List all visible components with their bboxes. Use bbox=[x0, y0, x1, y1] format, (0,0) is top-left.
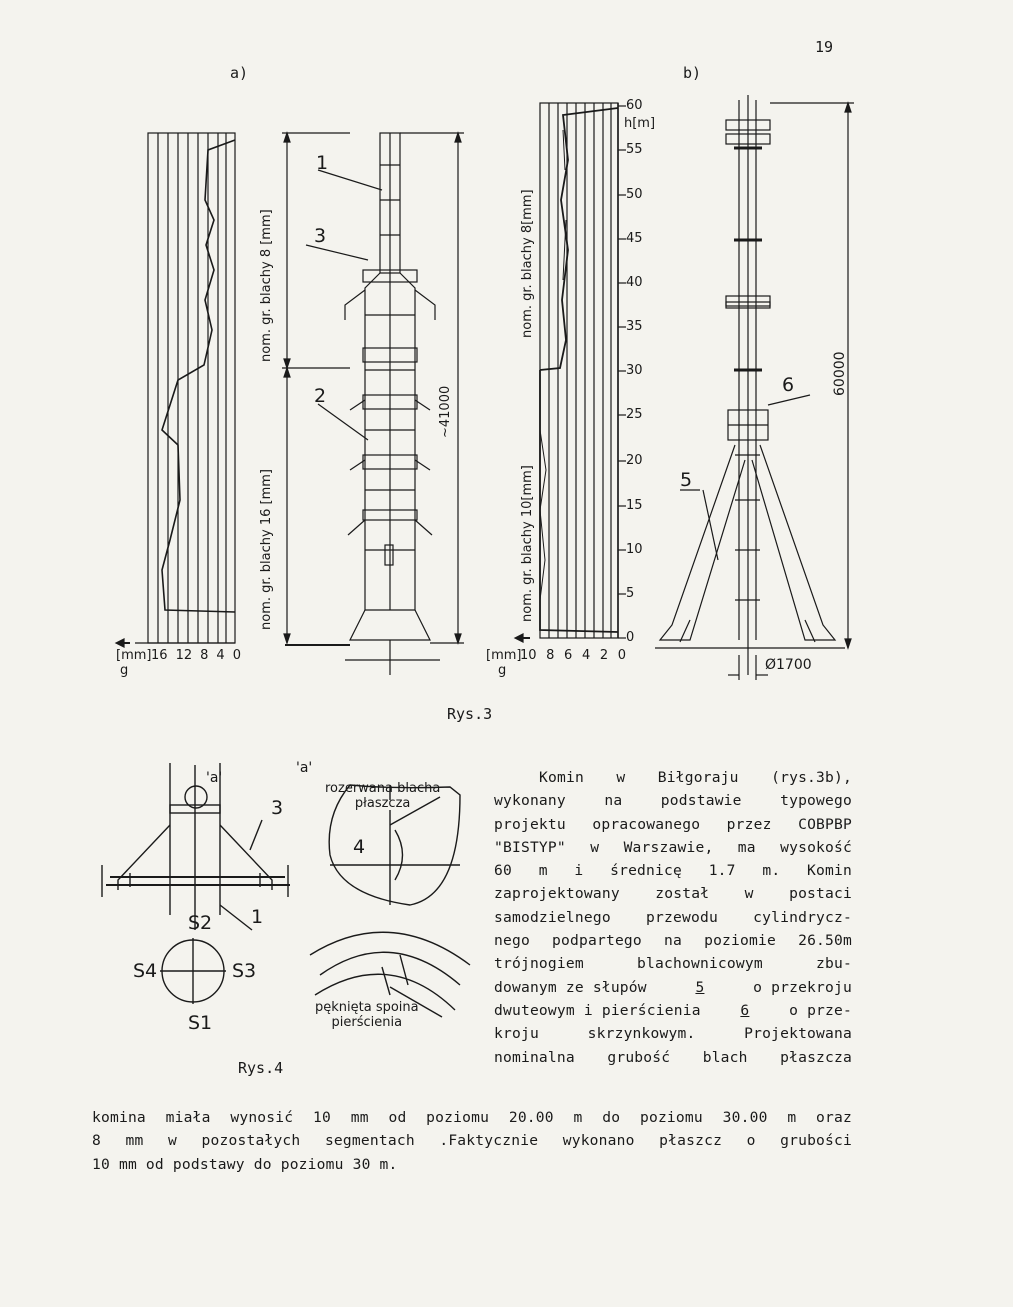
text-line: 8 mm w pozostałych segmentach .Faktycznie wykonano płaszcz o grubości bbox=[92, 1132, 852, 1150]
text-line: wykonany na podstawie typowego bbox=[494, 792, 852, 810]
callout-2: 2 bbox=[314, 385, 327, 407]
figure-3-caption: Rys.3 bbox=[447, 705, 493, 723]
right-tick: 4 bbox=[581, 648, 591, 663]
text-segment: o przekroju bbox=[753, 978, 852, 996]
text-line: zaprojektowany został w postaci bbox=[494, 885, 852, 903]
label-right-upper-thickness: nom. gr. blachy 8[mm] bbox=[520, 189, 535, 338]
text-line: komina miała wynosić 10 mm od poziomu 20.00 m do poziomu 30.00 m oraz bbox=[92, 1109, 852, 1126]
chimney-b bbox=[655, 95, 845, 675]
body-text-column bbox=[494, 766, 852, 1069]
ring-reference: 6 bbox=[740, 1001, 750, 1019]
left-scale-ticks bbox=[151, 648, 241, 663]
body-text-full bbox=[92, 1106, 852, 1176]
callout-6: 6 bbox=[782, 374, 795, 396]
column-reference: 5 bbox=[695, 978, 705, 996]
panel-b-label: b) bbox=[683, 64, 702, 82]
height-tick: 35 bbox=[626, 319, 643, 334]
height-tick: 0 bbox=[626, 630, 635, 645]
text-segment: dowanym ze słupów bbox=[494, 978, 647, 996]
left-tick: 8 bbox=[200, 648, 209, 663]
right-scale-symbol: g bbox=[498, 663, 507, 678]
text-line bbox=[494, 999, 852, 1022]
text-line: projektu opracowanego przez COBPBP bbox=[494, 815, 852, 833]
height-tick: 60 bbox=[626, 98, 643, 113]
section-s2: S2 bbox=[188, 912, 213, 934]
left-tick: 4 bbox=[216, 648, 225, 663]
right-scale-ticks bbox=[520, 648, 626, 663]
right-tick: 10 bbox=[520, 648, 537, 663]
text-line: "BISTYP" w Warszawie, ma wysokość bbox=[494, 838, 852, 856]
callout-5: 5 bbox=[680, 469, 693, 491]
right-tick: 8 bbox=[546, 648, 555, 663]
section-s4: S4 bbox=[133, 960, 158, 982]
text-line: samodzielnego przewodu cylindrycz- bbox=[494, 908, 852, 926]
text-line: nominalna grubość blach płaszcza bbox=[494, 1048, 852, 1066]
height-tick: 5 bbox=[626, 586, 635, 601]
height-tick: 10 bbox=[626, 542, 643, 557]
right-tick: 0 bbox=[617, 648, 626, 663]
page-number: 19 bbox=[815, 38, 834, 56]
left-scale-unit: [mm] bbox=[116, 648, 152, 663]
height-a-dimension: ~41000 bbox=[438, 385, 453, 438]
height-tick: 50 bbox=[626, 187, 643, 202]
text-line: 10 mm od podstawy do poziomu 30 m. bbox=[92, 1155, 398, 1173]
torn-sheet-label: rozerwana blacha płaszcza bbox=[325, 781, 441, 811]
text-line: kroju skrzynkowym. Projektowana bbox=[494, 1025, 852, 1043]
right-tick: 6 bbox=[564, 648, 573, 663]
height-axis-unit: h[m] bbox=[624, 116, 656, 131]
section-s3: S3 bbox=[232, 960, 257, 982]
left-tick: 12 bbox=[175, 648, 193, 663]
fig4-callout-1: 1 bbox=[251, 906, 264, 928]
label-right-lower-thickness: nom. gr. blachy 10[mm] bbox=[520, 465, 535, 622]
left-tick: 0 bbox=[232, 648, 241, 663]
height-tick: 45 bbox=[626, 231, 643, 246]
detail-label-a-2: 'a' bbox=[296, 760, 313, 776]
height-tick: 40 bbox=[626, 275, 643, 290]
callout-3: 3 bbox=[314, 225, 327, 247]
cracked-weld-label: pęknięta spoina pierścienia bbox=[315, 1000, 419, 1030]
detail-label-a: 'a' bbox=[206, 770, 223, 786]
label-upper-thickness: nom. gr. blachy 8 [mm] bbox=[259, 209, 274, 362]
text-line: 60 m i średnicę 1.7 m. Komin bbox=[494, 862, 852, 880]
fig4-callout-4: 4 bbox=[353, 836, 366, 858]
height-tick: 25 bbox=[626, 407, 643, 422]
height-tick: 20 bbox=[626, 453, 643, 468]
text-segment: o prze- bbox=[789, 1001, 852, 1019]
fig4-callout-3: 3 bbox=[271, 797, 284, 819]
height-tick: 30 bbox=[626, 363, 643, 378]
text-segment: dwuteowym i pierścienia bbox=[494, 1001, 701, 1019]
left-tick: 16 bbox=[151, 648, 168, 663]
text-line bbox=[494, 976, 852, 999]
left-scale-symbol: g bbox=[120, 663, 129, 678]
right-scale-unit: [mm] bbox=[486, 648, 522, 663]
callout-1: 1 bbox=[316, 152, 329, 174]
label-lower-thickness: nom. gr. blachy 16 [mm] bbox=[259, 469, 274, 630]
height-tick: 15 bbox=[626, 498, 643, 513]
text-line: nego podpartego na poziomie 26.50m bbox=[494, 932, 852, 950]
diameter-b-dimension: Ø1700 bbox=[765, 657, 812, 673]
chimney-a bbox=[285, 133, 440, 675]
text-line: Komin w Biłgoraju (rys.3b), bbox=[539, 769, 852, 786]
section-s1: S1 bbox=[188, 1012, 213, 1034]
height-tick: 55 bbox=[626, 142, 643, 157]
height-b-dimension: 60000 bbox=[832, 351, 848, 396]
text-line: trójnogiem blachownicowym zbu- bbox=[494, 955, 852, 973]
panel-a-label: a) bbox=[230, 64, 249, 82]
left-thickness-chart bbox=[116, 133, 235, 647]
right-tick: 2 bbox=[599, 648, 609, 663]
figure-4-caption: Rys.4 bbox=[238, 1059, 284, 1077]
